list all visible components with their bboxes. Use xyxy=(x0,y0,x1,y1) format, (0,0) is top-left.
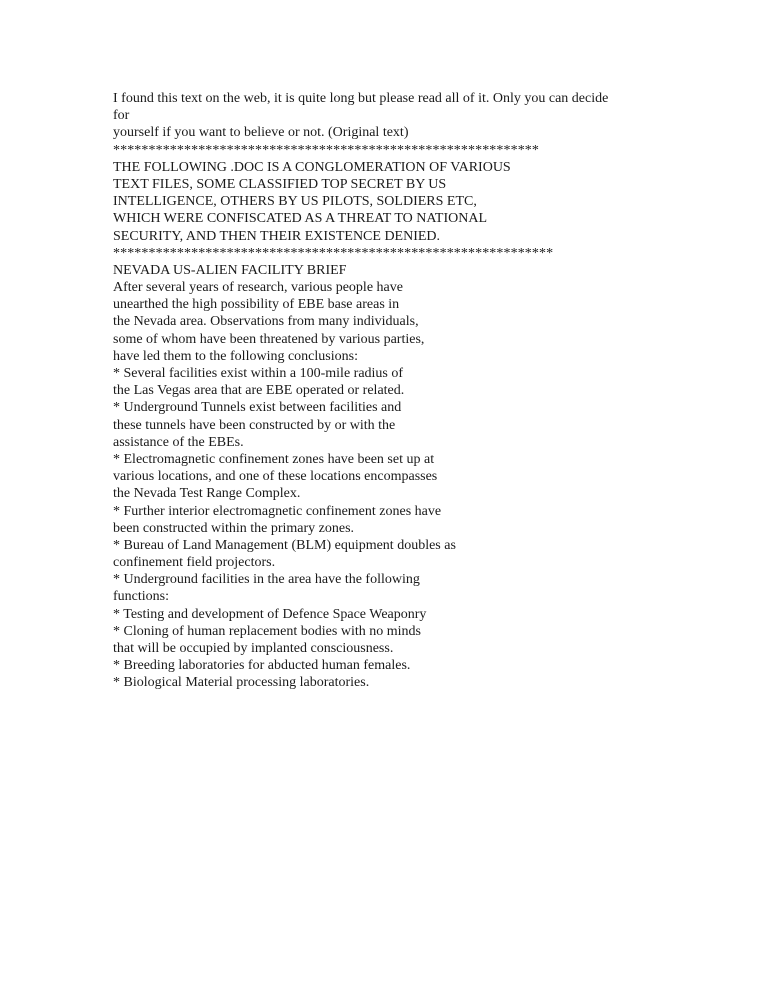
separator-line: ************************************************************ xyxy=(113,142,539,158)
list-item-line: the Las Vegas area that are EBE operated or related. xyxy=(113,383,405,399)
list-item-line: * Underground facilities in the area have the following xyxy=(113,572,420,588)
preface-line: SECURITY, AND THEN THEIR EXISTENCE DENIED. xyxy=(113,228,441,244)
body-line: have led them to the following conclusions: xyxy=(113,348,358,364)
list-item-line: the Nevada Test Range Complex. xyxy=(113,486,301,502)
list-item-line: * Underground Tunnels exist between facilities and xyxy=(113,400,402,416)
body-line: After several years of research, various people have xyxy=(113,280,403,296)
list-item-line: that will be occupied by implanted consciousness. xyxy=(113,641,394,656)
preface-line: TEXT FILES, SOME CLASSIFIED TOP SECRET BY US xyxy=(113,176,447,192)
intro-line: for xyxy=(113,108,130,124)
list-item-line: * Testing and development of Defence Space Weaponry xyxy=(113,606,427,622)
preface-line: INTELLIGENCE, OTHERS BY US PILOTS, SOLDIERS ETC, xyxy=(113,194,477,210)
document-body xyxy=(113,90,658,692)
list-item-line: various locations, and one of these locations encompasses xyxy=(113,469,438,485)
preface-line: WHICH WERE CONFISCATED AS A THREAT TO NATIONAL xyxy=(113,211,488,227)
section-heading: NEVADA US-ALIEN FACILITY BRIEF xyxy=(113,262,347,278)
body-line: the Nevada area. Observations from many individuals, xyxy=(113,314,419,330)
body-line: unearthed the high possibility of EBE base areas in xyxy=(113,297,400,313)
list-item-line: functions: xyxy=(113,589,169,605)
list-item-line: these tunnels have been constructed by or with the xyxy=(113,417,396,433)
list-item-line: * Cloning of human replacement bodies with no minds xyxy=(113,623,421,639)
list-item-line: been constructed within the primary zones. xyxy=(113,520,355,536)
list-item-line: * Further interior electromagnetic confinement zones have xyxy=(113,503,442,519)
preface-line: THE FOLLOWING .DOC IS A CONGLOMERATION OF VARIOUS xyxy=(113,159,511,175)
intro-line: yourself if you want to believe or not. (Original text) xyxy=(113,125,409,141)
separator-line: ************************************************************** xyxy=(113,245,554,261)
list-item-line: * Biological Material processing laboratories. xyxy=(113,675,370,691)
list-item-line: * Electromagnetic confinement zones have been set up at xyxy=(113,451,435,467)
list-item-line: * Bureau of Land Management (BLM) equipment doubles as xyxy=(113,537,456,553)
body-line: some of whom have been threatened by various parties, xyxy=(113,331,425,347)
list-item-line: * Breeding laboratories for abducted human females. xyxy=(113,658,411,674)
list-item-line: confinement field projectors. xyxy=(113,555,276,571)
list-item-line: assistance of the EBEs. xyxy=(113,434,244,450)
intro-line: I found this text on the web, it is quite long but please read all of it. Only you can decide xyxy=(113,91,609,106)
list-item-line: * Several facilities exist within a 100-mile radius of xyxy=(113,366,404,381)
